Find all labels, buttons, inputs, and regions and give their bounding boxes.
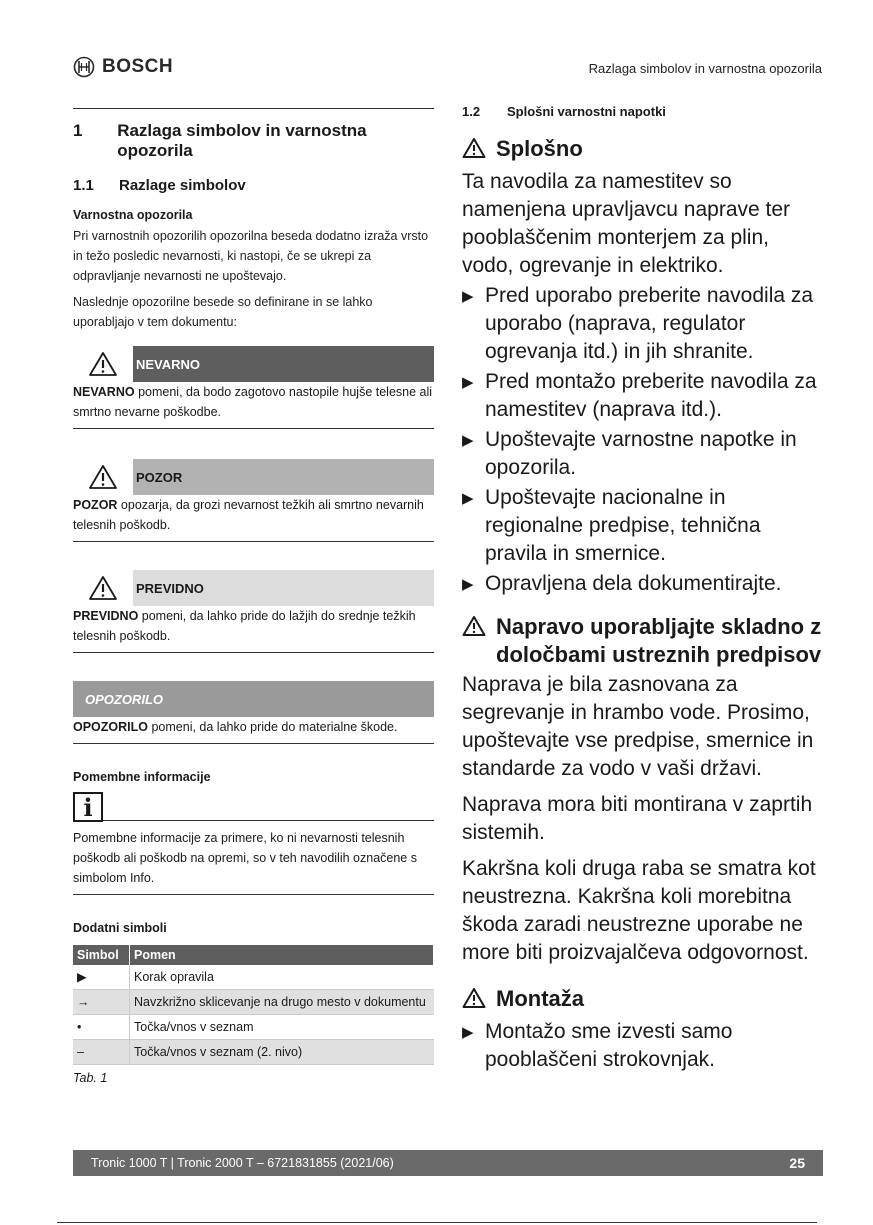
warning-word: PREVIDNO [73, 609, 139, 623]
section-heading [462, 104, 822, 119]
warning-nevarno [73, 346, 434, 429]
list-item [462, 368, 822, 424]
info-divider [103, 820, 434, 821]
list-item [462, 426, 822, 482]
symbols-table [73, 945, 434, 1065]
safety-paragraph-1: Pri varnostnih opozorilih opozorilna beseda dodatno izraža vrsto in težo posledic nevarnosti, ki nastopi, če se ukrepi za odpravljanje nevarnosti ne upoštevajo. [73, 229, 429, 283]
list-item-text: Montažo sme izvesti samo pooblaščeni strokovnjak. [485, 1020, 733, 1071]
notice-description [73, 717, 434, 744]
list-item-text: Pred uporabo preberite navodila za uporabo (naprava, regulator ogrevanja itd.) in jih shranite. [485, 284, 814, 363]
subsection-title-text: Napravo uporabljajte skladno z določbami ustreznih predpisov [496, 614, 822, 667]
warning-label: NEVARNO [136, 356, 201, 372]
step-arrow-icon: ▶ [462, 432, 474, 449]
warning-bar [73, 570, 434, 606]
section-title: Razlage simbolov [119, 177, 246, 194]
warning-bar [73, 346, 434, 382]
step-arrow-icon: ▶ [462, 374, 474, 391]
list-item [462, 484, 822, 568]
step-arrow-icon: ▶ [462, 1024, 474, 1041]
warning-triangle-icon [73, 346, 133, 382]
table-row [73, 990, 434, 1015]
section-title: Splošni varnostni napotki [507, 104, 666, 119]
list-item-text: Opravljena dela dokumentirajte. [485, 572, 782, 595]
section-number: 1.2 [462, 104, 481, 119]
section-heading [73, 177, 434, 194]
warning-word: NEVARNO [73, 385, 135, 399]
warning-triangle-icon [462, 613, 496, 669]
notice-word: OPOZORILO [73, 720, 148, 734]
brand-logo [73, 56, 173, 78]
warning-triangle-icon [462, 135, 496, 166]
warning-text: pomeni, da lahko pride do lažjih do srednje težkih telesnih poškodb. [73, 609, 416, 643]
subsection-title-text: Montaža [496, 986, 584, 1011]
bosch-armature-icon [73, 56, 95, 78]
right-column [462, 104, 822, 1074]
table-row [73, 1015, 434, 1040]
warning-description [73, 495, 434, 542]
warning-triangle-icon [462, 985, 496, 1016]
table-cell-symbol: → [73, 990, 130, 1015]
warning-pozor [73, 459, 434, 542]
subsection-title-general [462, 135, 822, 166]
info-paragraph: Pomembne informacije za primere, ko ni nevarnosti telesnih poškodb ali poškodb na opremi, so v teh navodilih označene s simbolom Info. [73, 828, 434, 895]
info-symbol-row [73, 792, 434, 822]
notice-text: pomeni, da lahko pride do materialne škode. [148, 720, 398, 734]
section-number: 1.1 [73, 177, 94, 194]
warning-description [73, 606, 434, 653]
step-arrow-icon: ▶ [462, 288, 474, 305]
safety-heading: Varnostna opozorila [73, 208, 193, 222]
table-cell-symbol: – [73, 1040, 130, 1065]
footer-document-id: Tronic 1000 T | Tronic 2000 T – 6721831855 (2021/06) [91, 1156, 394, 1170]
bottom-rule [57, 1222, 817, 1223]
warning-triangle-icon [73, 570, 133, 606]
installation-list [462, 1018, 822, 1074]
list-item [462, 282, 822, 366]
footer-bar [73, 1150, 823, 1176]
step-arrow-icon: ▶ [462, 576, 474, 593]
extra-symbols-heading: Dodatni simboli [73, 921, 167, 935]
table-cell-meaning: Navzkrižno sklicevanje na drugo mesto v dokumentu [130, 990, 434, 1015]
step-arrow-icon: ▶ [462, 490, 474, 507]
table-cell-meaning: Korak opravila [130, 965, 434, 990]
info-icon: i [73, 792, 103, 822]
table-cell-meaning: Točka/vnos v seznam (2. nivo) [130, 1040, 434, 1065]
warning-triangle-icon [73, 459, 133, 495]
list-item-text: Pred montažo preberite navodila za namestitev (naprava itd.). [485, 370, 817, 421]
warning-label: POZOR [136, 469, 183, 485]
intended-use-paragraph-3: Kakršna koli druga raba se smatra kot neustrezna. Kakršna koli morebitna škoda zaradi neustrezne uporabe ne more biti proizvajalčeva odgovornost. [462, 857, 816, 964]
chapter-number: 1 [73, 121, 83, 140]
warning-word: POZOR [73, 498, 118, 512]
warning-label: PREVIDNO [136, 580, 204, 596]
notice-bar: OPOZORILO [73, 681, 434, 717]
safety-paragraph-2: Naslednje opozorilne besede so definirane in se lahko uporabljajo v tem dokumentu: [73, 295, 373, 329]
chapter-title: Razlaga simbolov in varnostna opozorila [117, 121, 367, 160]
list-item [462, 570, 822, 599]
warning-text: opozarja, da grozi nevarnost težkih ali smrtno nevarnih telesnih poškodb. [73, 498, 424, 532]
table-row [73, 1040, 434, 1065]
table-cell-meaning: Točka/vnos v seznam [130, 1015, 434, 1040]
notice-opozorilo [73, 681, 434, 744]
warning-text: pomeni, da bodo zagotovo nastopile hujše telesne ali smrtno nevarne poškodbe. [73, 385, 433, 419]
table-header-row [73, 945, 434, 965]
running-header: Razlaga simbolov in varnostna opozorila [588, 61, 822, 76]
table-header-meaning: Pomen [130, 945, 434, 965]
general-list [462, 282, 822, 599]
section-rule [73, 108, 434, 109]
subsection-title-installation [462, 985, 822, 1016]
list-item-text: Upoštevajte varnostne napotke in opozorila. [485, 428, 797, 479]
warning-previdno [73, 570, 434, 653]
info-heading: Pomembne informacije [73, 770, 211, 784]
list-item-text: Upoštevajte nacionalne in regionalne predpise, tehnična pravila in smernice. [485, 486, 761, 565]
brand-name: BOSCH [102, 56, 174, 77]
chapter-heading [73, 121, 434, 161]
table-row [73, 965, 434, 990]
warning-description [73, 382, 434, 429]
subsection-title-intended-use [462, 613, 822, 669]
table-caption: Tab. 1 [73, 1071, 108, 1085]
page-number: 25 [789, 1155, 805, 1171]
subsection-title-text: Splošno [496, 136, 583, 161]
warning-bar [73, 459, 434, 495]
left-column [73, 108, 434, 1085]
table-cell-symbol: ▶ [73, 965, 130, 990]
intended-use-paragraph-1: Naprava je bila zasnovana za segrevanje in hrambo vode. Prosimo, upoštevajte vse predpise, smernice in standarde za vodo v vaši državi. [462, 673, 814, 780]
table-cell-symbol: • [73, 1015, 130, 1040]
general-paragraph: Ta navodila za namestitev so namenjena upravljavcu naprave ter pooblaščenim monterjem za plin, vodo, ogrevanje in elektriko. [462, 170, 791, 277]
table-header-symbol: Simbol [73, 945, 130, 965]
list-item [462, 1018, 822, 1074]
intended-use-paragraph-2: Naprava mora biti montirana v zaprtih sistemih. [462, 793, 813, 844]
